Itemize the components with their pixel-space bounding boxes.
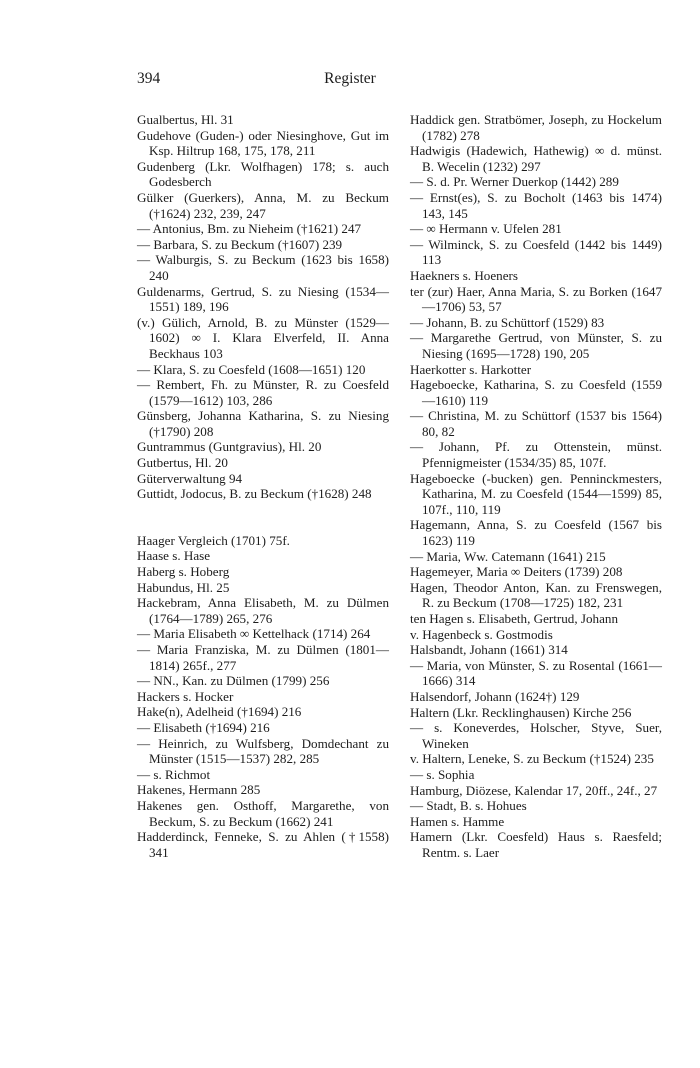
index-entry: Gualbertus, Hl. 31 (137, 112, 234, 127)
index-entry: Hamen s. Hamme (410, 813, 505, 829)
index-entry: Gudehove (Guden-) oder Niesinghove, Gut im Ksp. Hiltrup 168, 175, 178, 211 (137, 127, 389, 159)
index-entry: ten Hagen s. Elisabeth, Gertrud, Johann (410, 611, 618, 626)
index-entry: Hageboecke (-bucken) gen. Penninckmesters, Katharina, M. zu Coesfeld (1544—1599) 85, 107f., 110, 119 (410, 470, 662, 517)
index-entry: — Stadt, B. s. Hohues (410, 798, 527, 814)
index-entry: — Heinrich, zu Wulfsberg, Domdechant zu Münster (1515—1537) 282, 285 (137, 735, 389, 767)
index-entry: Hadwigis (Hadewich, Hathewig) ∞ d. münst. B. Wecelin (1232) 297 (410, 143, 662, 174)
index-entry: Gutbertus, Hl. 20 (137, 455, 228, 471)
index-entry: Guttidt, Jodocus, B. zu Beckum (†1628) 248 (137, 486, 372, 502)
index-entry: — Antonius, Bm. zu Nieheim (†1621) 247 (137, 221, 362, 237)
index-entry: Haddick gen. Stratbömer, Joseph, zu Hockelum (1782) 278 (410, 112, 662, 143)
index-entry: — NN., Kan. zu Dülmen (1799) 256 (137, 673, 330, 689)
index-entry: Gudenberg (Lkr. Wolfhagen) 178; s. auch Godesberch (137, 158, 389, 190)
index-entry: Hamburg, Diözese, Kalendar 17, 20ff., 24f., 27 (410, 782, 658, 798)
index-entry: — Maria, Ww. Catemann (1641) 215 (410, 548, 606, 564)
index-entry: — s. Richmot (137, 766, 211, 782)
index-entry: — Maria, von Münster, S. zu Rosental (1661—1666) 314 (410, 657, 662, 689)
index-entry: Hakenes gen. Osthoff, Margarethe, von Beckum, S. zu Beckum (1662) 241 (137, 797, 389, 829)
index-entry: Günsberg, Johanna Katharina, S. zu Niesing (†1790) 208 (137, 408, 389, 439)
index-entry: Hagemeyer, Maria ∞ Deiters (1739) 208 (410, 564, 623, 580)
index-entry: Halsendorf, Johann (1624†) 129 (410, 688, 580, 704)
register-column-right (410, 112, 662, 861)
index-entry: Guntrammus (Guntgravius), Hl. 20 (137, 439, 322, 455)
index-entry: Halsbandt, Johann (1661) 314 (410, 642, 568, 658)
register-column-left (137, 112, 389, 860)
index-entry: Hackers s. Hocker (137, 688, 234, 704)
index-entry: — Johann, Pf. zu Ottenstein, münst. Pfennigmeister (1534/35) 85, 107f. (410, 439, 662, 471)
index-entry: Haager Vergleich (1701) 75f. (137, 532, 290, 548)
index-entry: — Maria Franziska, M. zu Dülmen (1801—1814) 265f., 277 (137, 642, 389, 673)
index-entry: — Rembert, Fh. zu Münster, R. zu Coesfeld (1579—1612) 103, 286 (137, 377, 389, 408)
index-entry: Hakenes, Hermann 285 (137, 782, 261, 798)
running-title: Register (324, 70, 376, 87)
index-entry: — S. d. Pr. Werner Duerkop (1442) 289 (410, 174, 619, 190)
index-entry: — s. Sophia (410, 766, 475, 782)
index-entry: v. Hagenbeck s. Gostmodis (410, 626, 553, 642)
index-entry: Hackebram, Anna Elisabeth, M. zu Dülmen (1764—1789) 265, 276 (137, 595, 389, 626)
index-entry: — Ernst(es), S. zu Bocholt (1463 bis 1474) 143, 145 (410, 189, 662, 221)
index-entry: Haltern (Lkr. Recklinghausen) Kirche 256 (410, 704, 632, 720)
index-entry: — ∞ Hermann v. Ufelen 281 (410, 221, 562, 237)
index-entry: Haberg s. Hoberg (137, 564, 230, 580)
index-entry: Hadderdinck, Fenneke, S. zu Ahlen (†1558) 341 (137, 829, 389, 860)
page-header (0, 70, 700, 92)
index-entry: Haase s. Hase (137, 548, 211, 564)
index-entry: — Wilminck, S. zu Coesfeld (1442 bis 1449) 113 (410, 236, 662, 268)
index-entry: ter (zur) Haer, Anna Maria, S. zu Borken (1647—1706) 53, 57 (410, 283, 662, 315)
index-entry: — Elisabeth (†1694) 216 (137, 719, 270, 735)
index-entry: — s. Koneverdes, Holscher, Styve, Suer, Wineken (410, 720, 662, 751)
index-entry: Hake(n), Adelheid (†1694) 216 (137, 704, 302, 720)
page-number: 394 (137, 70, 161, 87)
index-entry: Hamern (Lkr. Coesfeld) Haus s. Raesfeld; Rentm. s. Laer (410, 829, 662, 860)
index-entry: Hagen, Theodor Anton, Kan. zu Frenswegen, R. zu Beckum (1708—1725) 182, 231 (410, 579, 662, 611)
section-gap (137, 502, 389, 533)
index-entry: Habundus, Hl. 25 (137, 579, 230, 595)
index-entry: — Johann, B. zu Schüttorf (1529) 83 (410, 314, 605, 330)
index-entry: v. Haltern, Leneke, S. zu Beckum (†1524) 235 (410, 751, 654, 767)
index-entry: Guldenarms, Gertrud, S. zu Niesing (1534—1551) 189, 196 (137, 283, 389, 315)
index-entry: Hageboecke, Katharina, S. zu Coesfeld (1559—1610) 119 (410, 377, 662, 408)
index-entry: (v.) Gülich, Arnold, B. zu Münster (1529—1602) ∞ I. Klara Elverfeld, II. Anna Beckhaus 103 (137, 314, 389, 361)
index-entry: — Margarethe Gertrud, von Münster, S. zu Niesing (1695—1728) 190, 205 (410, 330, 662, 361)
index-entry: Hagemann, Anna, S. zu Coesfeld (1567 bis 1623) 119 (410, 517, 662, 549)
index-entry: — Christina, M. zu Schüttorf (1537 bis 1564) 80, 82 (410, 408, 662, 439)
index-entry: Haekners s. Hoeners (410, 267, 518, 283)
index-entry: — Walburgis, S. zu Beckum (1623 bis 1658) 240 (137, 252, 389, 283)
index-entry: — Maria Elisabeth ∞ Kettelhack (1714) 264 (137, 626, 371, 642)
index-entry: — Klara, S. zu Coesfeld (1608—1651) 120 (137, 361, 366, 377)
index-entry: — Barbara, S. zu Beckum (†1607) 239 (137, 236, 343, 252)
index-entry: Gülker (Guerkers), Anna, M. zu Beckum (†1624) 232, 239, 247 (137, 189, 389, 221)
index-entry: Güterverwaltung 94 (137, 470, 243, 486)
index-entry: Haerkotter s. Harkotter (410, 361, 532, 377)
